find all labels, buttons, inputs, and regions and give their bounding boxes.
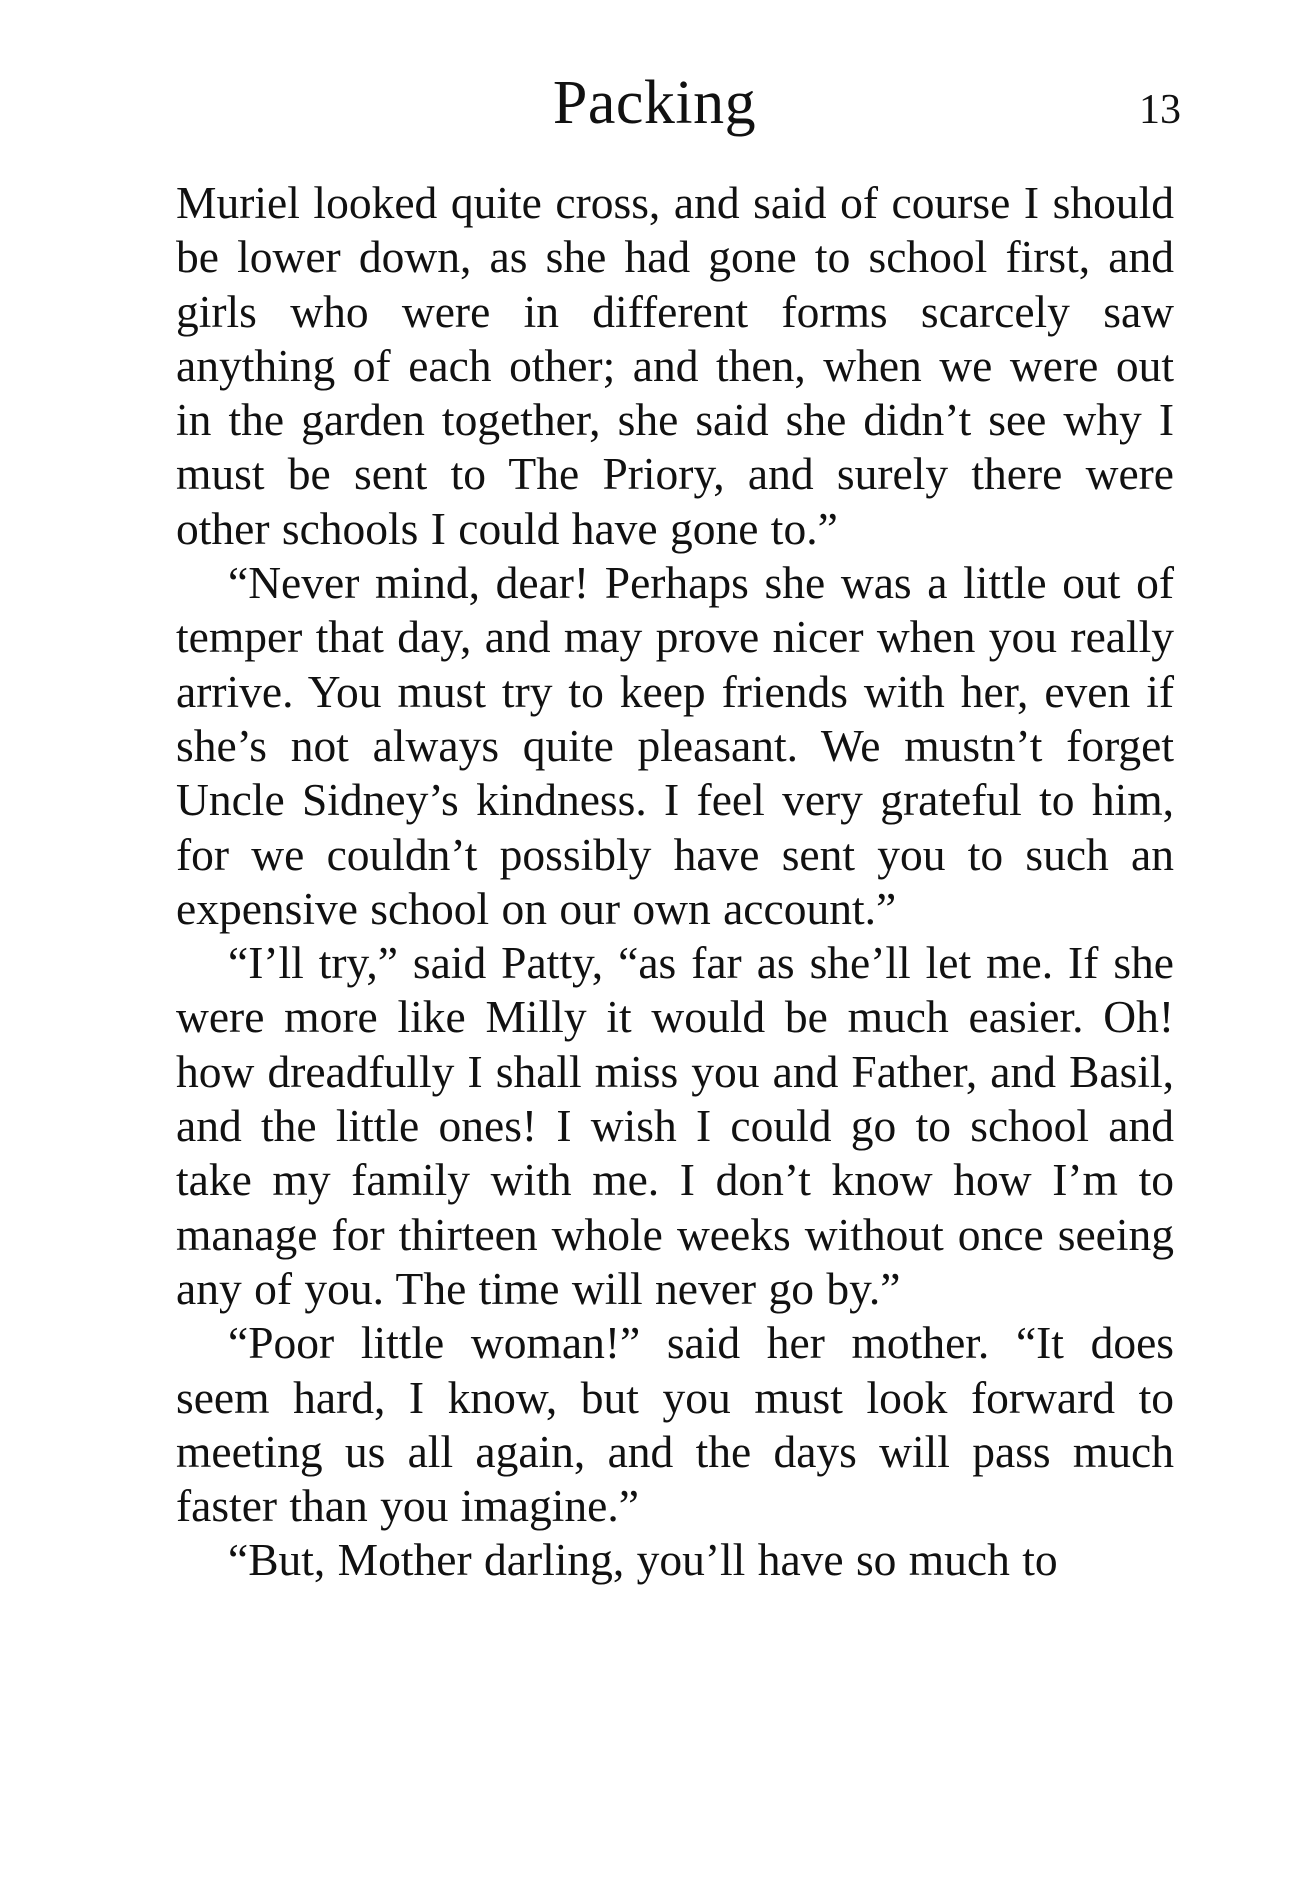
paragraph: “I’ll try,” said Patty, “as far as she’ll let me. If she were more like Milly it would be much easier. Oh! how dreadfully I shall miss you and Father, and Basil, and the little ones! I wish I could go to school and take my family with me. I don’t know how I’m to manage for thirteen whole weeks without once seeing any of you. The time will never go by.” [176, 937, 1174, 1314]
paragraph: “But, Mother darling, you’ll have so much to [228, 1534, 1058, 1586]
body-text [176, 176, 1174, 1588]
paragraph: “Never mind, dear! Perhaps she was a little out of temper that day, and may prove nicer when you really arrive. You must try to keep friends with her, even if she’s not always quite pleasant. We mustn’t forget Uncle Sidney’s kindness. I feel very grateful to him, for we couldn’t possibly have sent you to such an expensive school on our own account.” [176, 557, 1174, 934]
paragraph: “Poor little woman!” said her mother. “It does seem hard, I know, but you must look forward to meeting us all again, and the days will pass much faster than you imagine.” [176, 1317, 1174, 1532]
paragraph: Muriel looked quite cross, and said of course I should be lower down, as she had gone to school first, and girls who were in different forms scarcely saw anything of each other; and then, when we were out in the garden together, she said she didn’t see why I must be sent to The Priory, and surely there were other schools I could have gone to.” [176, 177, 1174, 554]
page-number: 13 [1139, 87, 1181, 133]
running-head [0, 68, 1309, 148]
running-title: Packing [552, 69, 757, 137]
